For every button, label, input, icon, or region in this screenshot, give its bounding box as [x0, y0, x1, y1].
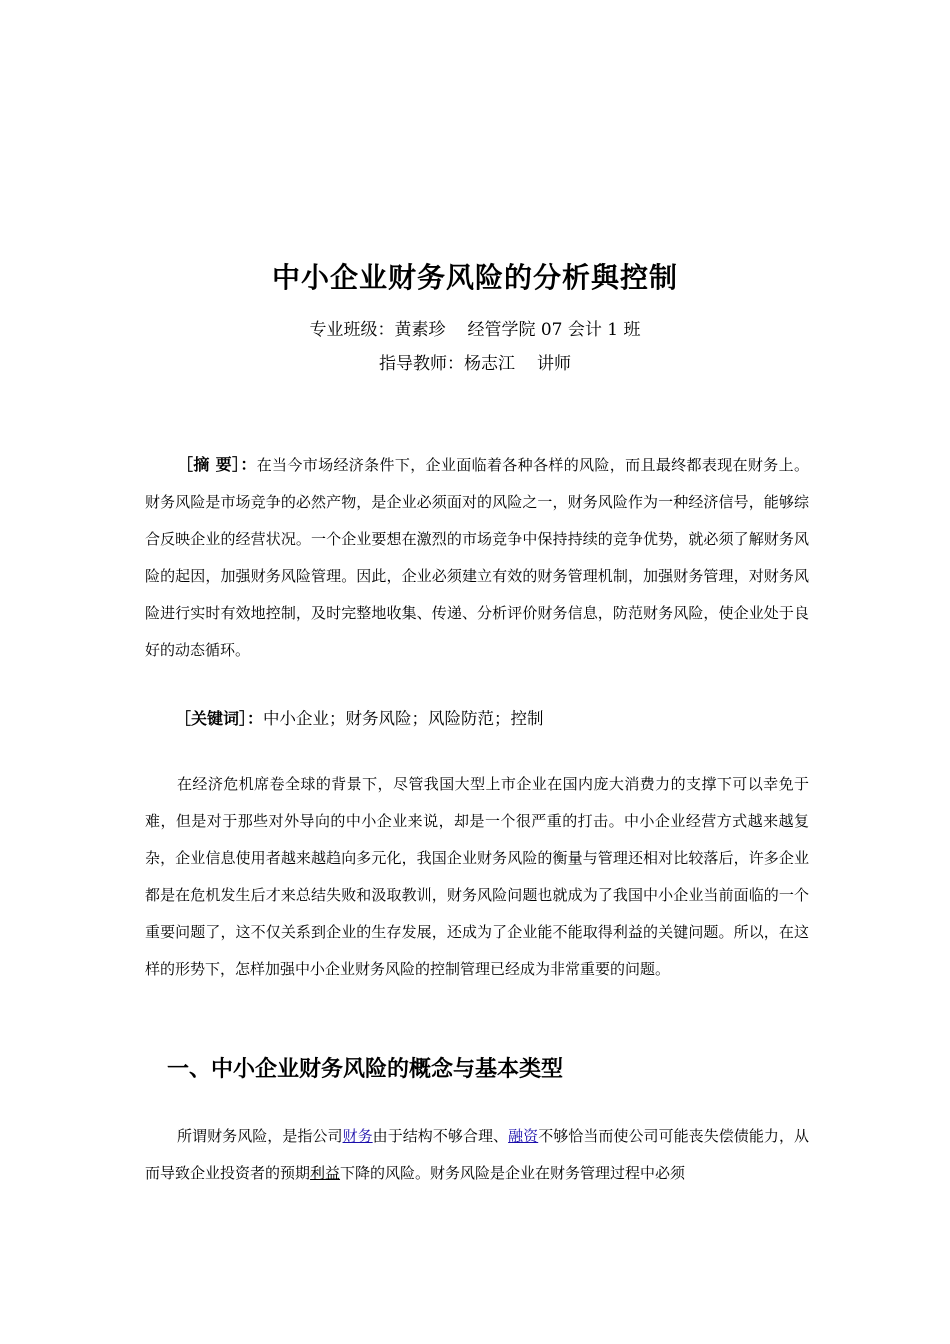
author-class: 经管学院 07 会计 1 班	[467, 320, 641, 340]
body-text: 由于结构不够合理、	[372, 1127, 509, 1145]
abstract-label: ［摘 要］：	[177, 455, 257, 474]
author-name: 专业班级：黄素珍	[309, 320, 446, 340]
body-text: 所谓财务风险，是指公司	[177, 1127, 343, 1145]
finance-link[interactable]: 财务	[342, 1127, 373, 1145]
intro-paragraph: 在经济危机席卷全球的背景下，尽管我国大型上市企业在国内庞大消费力的支撑下可以幸免于难，但是对于那些对外导向的中小企业来说，却是一个很严重的打击。中小企业经营方式越来越复杂，企业信息使用者越来越趋向多元化，我国企业财务风险的衡量与管理还相对比较落后，许多企业都是在危机发生后才来总结失败和汲取教训，财务风险问题也就成为了我国中小企业当前面临的一个重要问题了，这不仅关系到企业的生存发展，还成为了企业能不能取得利益的关键问题。所以，在这样的形势下，怎样加强中小企业财务风险的控制管理已经成为非常重要的问题。	[145, 775, 809, 978]
body-text: 不够恰当而使公司可能丧失偿债能力，从而导致企业投资者的预期	[145, 1127, 809, 1182]
advisor-name: 指导教师：杨志江	[379, 354, 515, 374]
page-title: 中小企业财务风险的分析與控制	[271, 261, 678, 294]
abstract-text: 在当今市场经济条件下，企业面临着各种各样的风险，而且最终都表现在财务上。财务风险是市场竞争的必然产物，是企业必须面对的风险之一，财务风险作为一种经济信号，能够综合反映企业的经营状况。一个企业要想在激烈的市场竞争中保持持续的竞争优势，就必须了解财务风险的起因，加强财务风险管理。因此，企业必须建立有效的财务管理机制，加强财务管理，对财务风险进行实时有效地控制，及时完整地收集、传递、分析评价财务信息，防范财务风险，使企业处于良好的动态循环。	[145, 456, 809, 659]
body-text: 下降的风险。财务风险是企业在财务管理过程中必须	[340, 1164, 686, 1182]
keywords-text: 中小企业；财务风险；风险防范；控制	[263, 709, 544, 728]
body-paragraph	[145, 1118, 809, 1192]
keywords-label: ［关键词］：	[175, 709, 264, 728]
keywords-paragraph	[145, 700, 809, 737]
advisor-rank: 讲师	[537, 354, 571, 374]
abstract-paragraph	[145, 446, 809, 669]
author-line	[0, 318, 950, 342]
financing-link[interactable]: 融资	[508, 1127, 539, 1145]
profit-link[interactable]: 利益	[310, 1164, 341, 1182]
section-heading: 一、中小企业财务风险的概念与基本类型	[167, 1057, 564, 1082]
advisor-line	[0, 352, 950, 376]
